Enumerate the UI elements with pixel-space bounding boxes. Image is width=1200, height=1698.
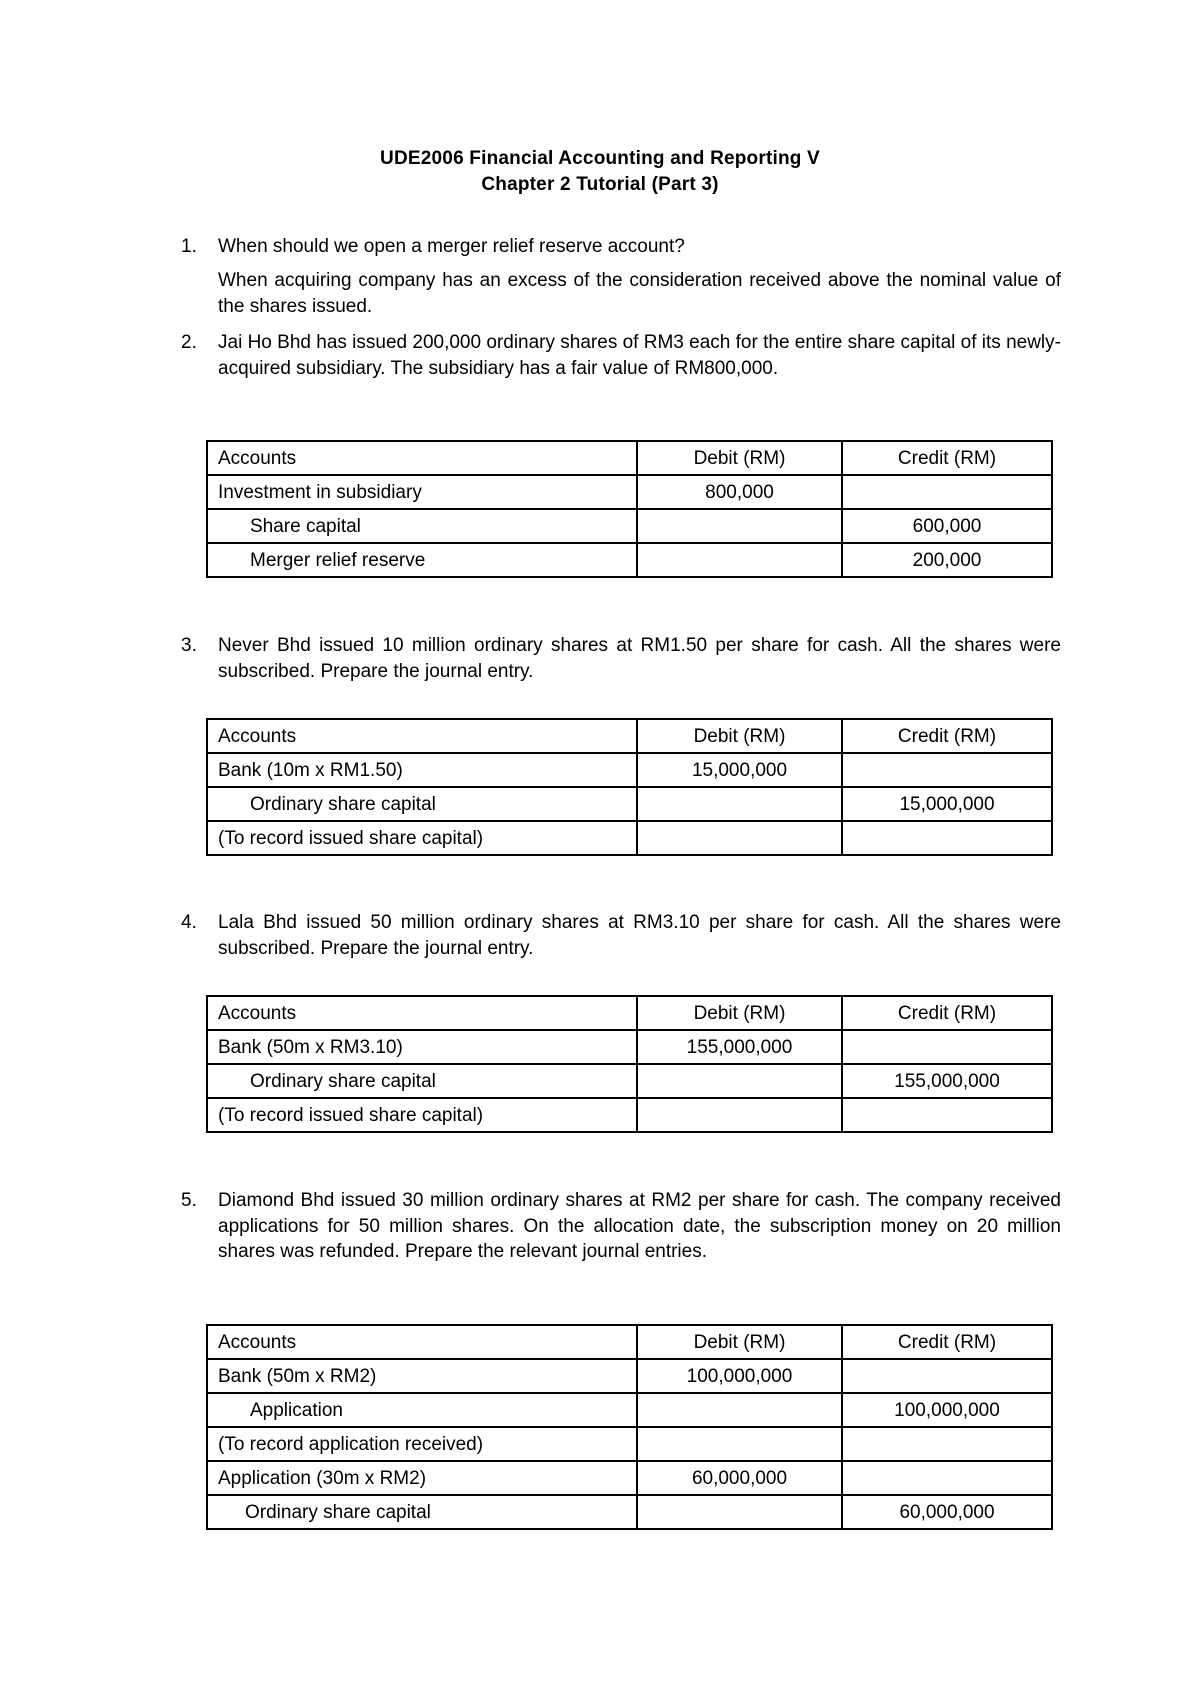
account-cell: Application [207, 1393, 637, 1427]
question-2-text: Jai Ho Bhd has issued 200,000 ordinary shares of RM3 each for the entire share capital of its newly-acquired subsidiary. The subsidiary has a fair value of RM800,000. [218, 332, 1061, 379]
credit-cell [842, 821, 1052, 855]
account-cell: Application (30m x RM2) [207, 1461, 637, 1495]
table-row [207, 543, 1052, 577]
credit-cell [842, 475, 1052, 509]
header-credit: Credit (RM) [842, 996, 1052, 1030]
table-row [207, 509, 1052, 543]
header-accounts: Accounts [207, 1325, 637, 1359]
debit-cell [637, 1427, 842, 1461]
credit-cell: 15,000,000 [842, 787, 1052, 821]
table-row [207, 821, 1052, 855]
debit-cell [637, 821, 842, 855]
debit-cell [637, 787, 842, 821]
question-5-number: 5. [181, 1190, 197, 1211]
table-row [207, 1393, 1052, 1427]
header-accounts: Accounts [207, 719, 637, 753]
question-4-text: Lala Bhd issued 50 million ordinary shares at RM3.10 per share for cash. All the shares were subscribed. Prepare the journal entry. [218, 912, 1061, 959]
debit-cell [637, 1064, 842, 1098]
account-cell: Ordinary share capital [207, 1064, 637, 1098]
account-cell: (To record issued share capital) [207, 821, 637, 855]
header-credit: Credit (RM) [842, 719, 1052, 753]
question-1-text: When should we open a merger relief reserve account? [218, 236, 685, 257]
credit-cell: 100,000,000 [842, 1393, 1052, 1427]
credit-cell [842, 1461, 1052, 1495]
table-row [207, 1427, 1052, 1461]
header-accounts: Accounts [207, 996, 637, 1030]
debit-cell: 60,000,000 [637, 1461, 842, 1495]
header-credit: Credit (RM) [842, 1325, 1052, 1359]
question-3-text: Never Bhd issued 10 million ordinary shares at RM1.50 per share for cash. All the shares were subscribed. Prepare the journal entry. [218, 635, 1061, 682]
account-cell: Bank (50m x RM2) [207, 1359, 637, 1393]
debit-cell [637, 1098, 842, 1132]
document-title: UDE2006 Financial Accounting and Reporting V [380, 148, 820, 169]
journal-table-q5 [206, 1324, 1053, 1530]
header-debit: Debit (RM) [637, 441, 842, 475]
debit-cell [637, 1495, 842, 1529]
journal-table-q4 [206, 995, 1053, 1133]
table-row [207, 1359, 1052, 1393]
table-header-row [207, 996, 1052, 1030]
credit-cell [842, 1030, 1052, 1064]
table-header-row [207, 719, 1052, 753]
debit-cell [637, 543, 842, 577]
account-cell: Bank (10m x RM1.50) [207, 753, 637, 787]
credit-cell: 155,000,000 [842, 1064, 1052, 1098]
debit-cell [637, 509, 842, 543]
account-cell: (To record issued share capital) [207, 1098, 637, 1132]
credit-cell [842, 753, 1052, 787]
document-subtitle: Chapter 2 Tutorial (Part 3) [481, 174, 719, 195]
question-1-answer: When acquiring company has an excess of the consideration received above the nominal value of the shares issued. [218, 270, 1061, 317]
table-row [207, 787, 1052, 821]
account-cell: Investment in subsidiary [207, 475, 637, 509]
debit-cell [637, 1393, 842, 1427]
account-cell: Ordinary share capital [207, 1495, 637, 1529]
table-row [207, 753, 1052, 787]
credit-cell: 200,000 [842, 543, 1052, 577]
question-4-number: 4. [181, 912, 197, 933]
account-cell: Merger relief reserve [207, 543, 637, 577]
header-debit: Debit (RM) [637, 719, 842, 753]
table-row [207, 1030, 1052, 1064]
table-row [207, 1461, 1052, 1495]
question-2-number: 2. [181, 332, 197, 353]
question-3-number: 3. [181, 635, 197, 656]
journal-table-q2 [206, 440, 1053, 578]
journal-table-q3 [206, 718, 1053, 856]
debit-cell: 100,000,000 [637, 1359, 842, 1393]
header-debit: Debit (RM) [637, 1325, 842, 1359]
account-cell: (To record application received) [207, 1427, 637, 1461]
credit-cell [842, 1427, 1052, 1461]
table-row [207, 1495, 1052, 1529]
table-header-row [207, 1325, 1052, 1359]
table-row [207, 1064, 1052, 1098]
debit-cell: 15,000,000 [637, 753, 842, 787]
header-debit: Debit (RM) [637, 996, 842, 1030]
credit-cell: 600,000 [842, 509, 1052, 543]
table-header-row [207, 441, 1052, 475]
debit-cell: 800,000 [637, 475, 842, 509]
header-accounts: Accounts [207, 441, 637, 475]
account-cell: Ordinary share capital [207, 787, 637, 821]
question-1-number: 1. [181, 236, 197, 257]
question-5-text: Diamond Bhd issued 30 million ordinary shares at RM2 per share for cash. The company received applications for 50 million shares. On the allocation date, the subscription money on 20 million shares was refunded. Prepare the relevant journal entries. [218, 1190, 1061, 1262]
credit-cell: 60,000,000 [842, 1495, 1052, 1529]
credit-cell [842, 1098, 1052, 1132]
table-row [207, 475, 1052, 509]
debit-cell: 155,000,000 [637, 1030, 842, 1064]
account-cell: Share capital [207, 509, 637, 543]
account-cell: Bank (50m x RM3.10) [207, 1030, 637, 1064]
credit-cell [842, 1359, 1052, 1393]
table-row [207, 1098, 1052, 1132]
header-credit: Credit (RM) [842, 441, 1052, 475]
